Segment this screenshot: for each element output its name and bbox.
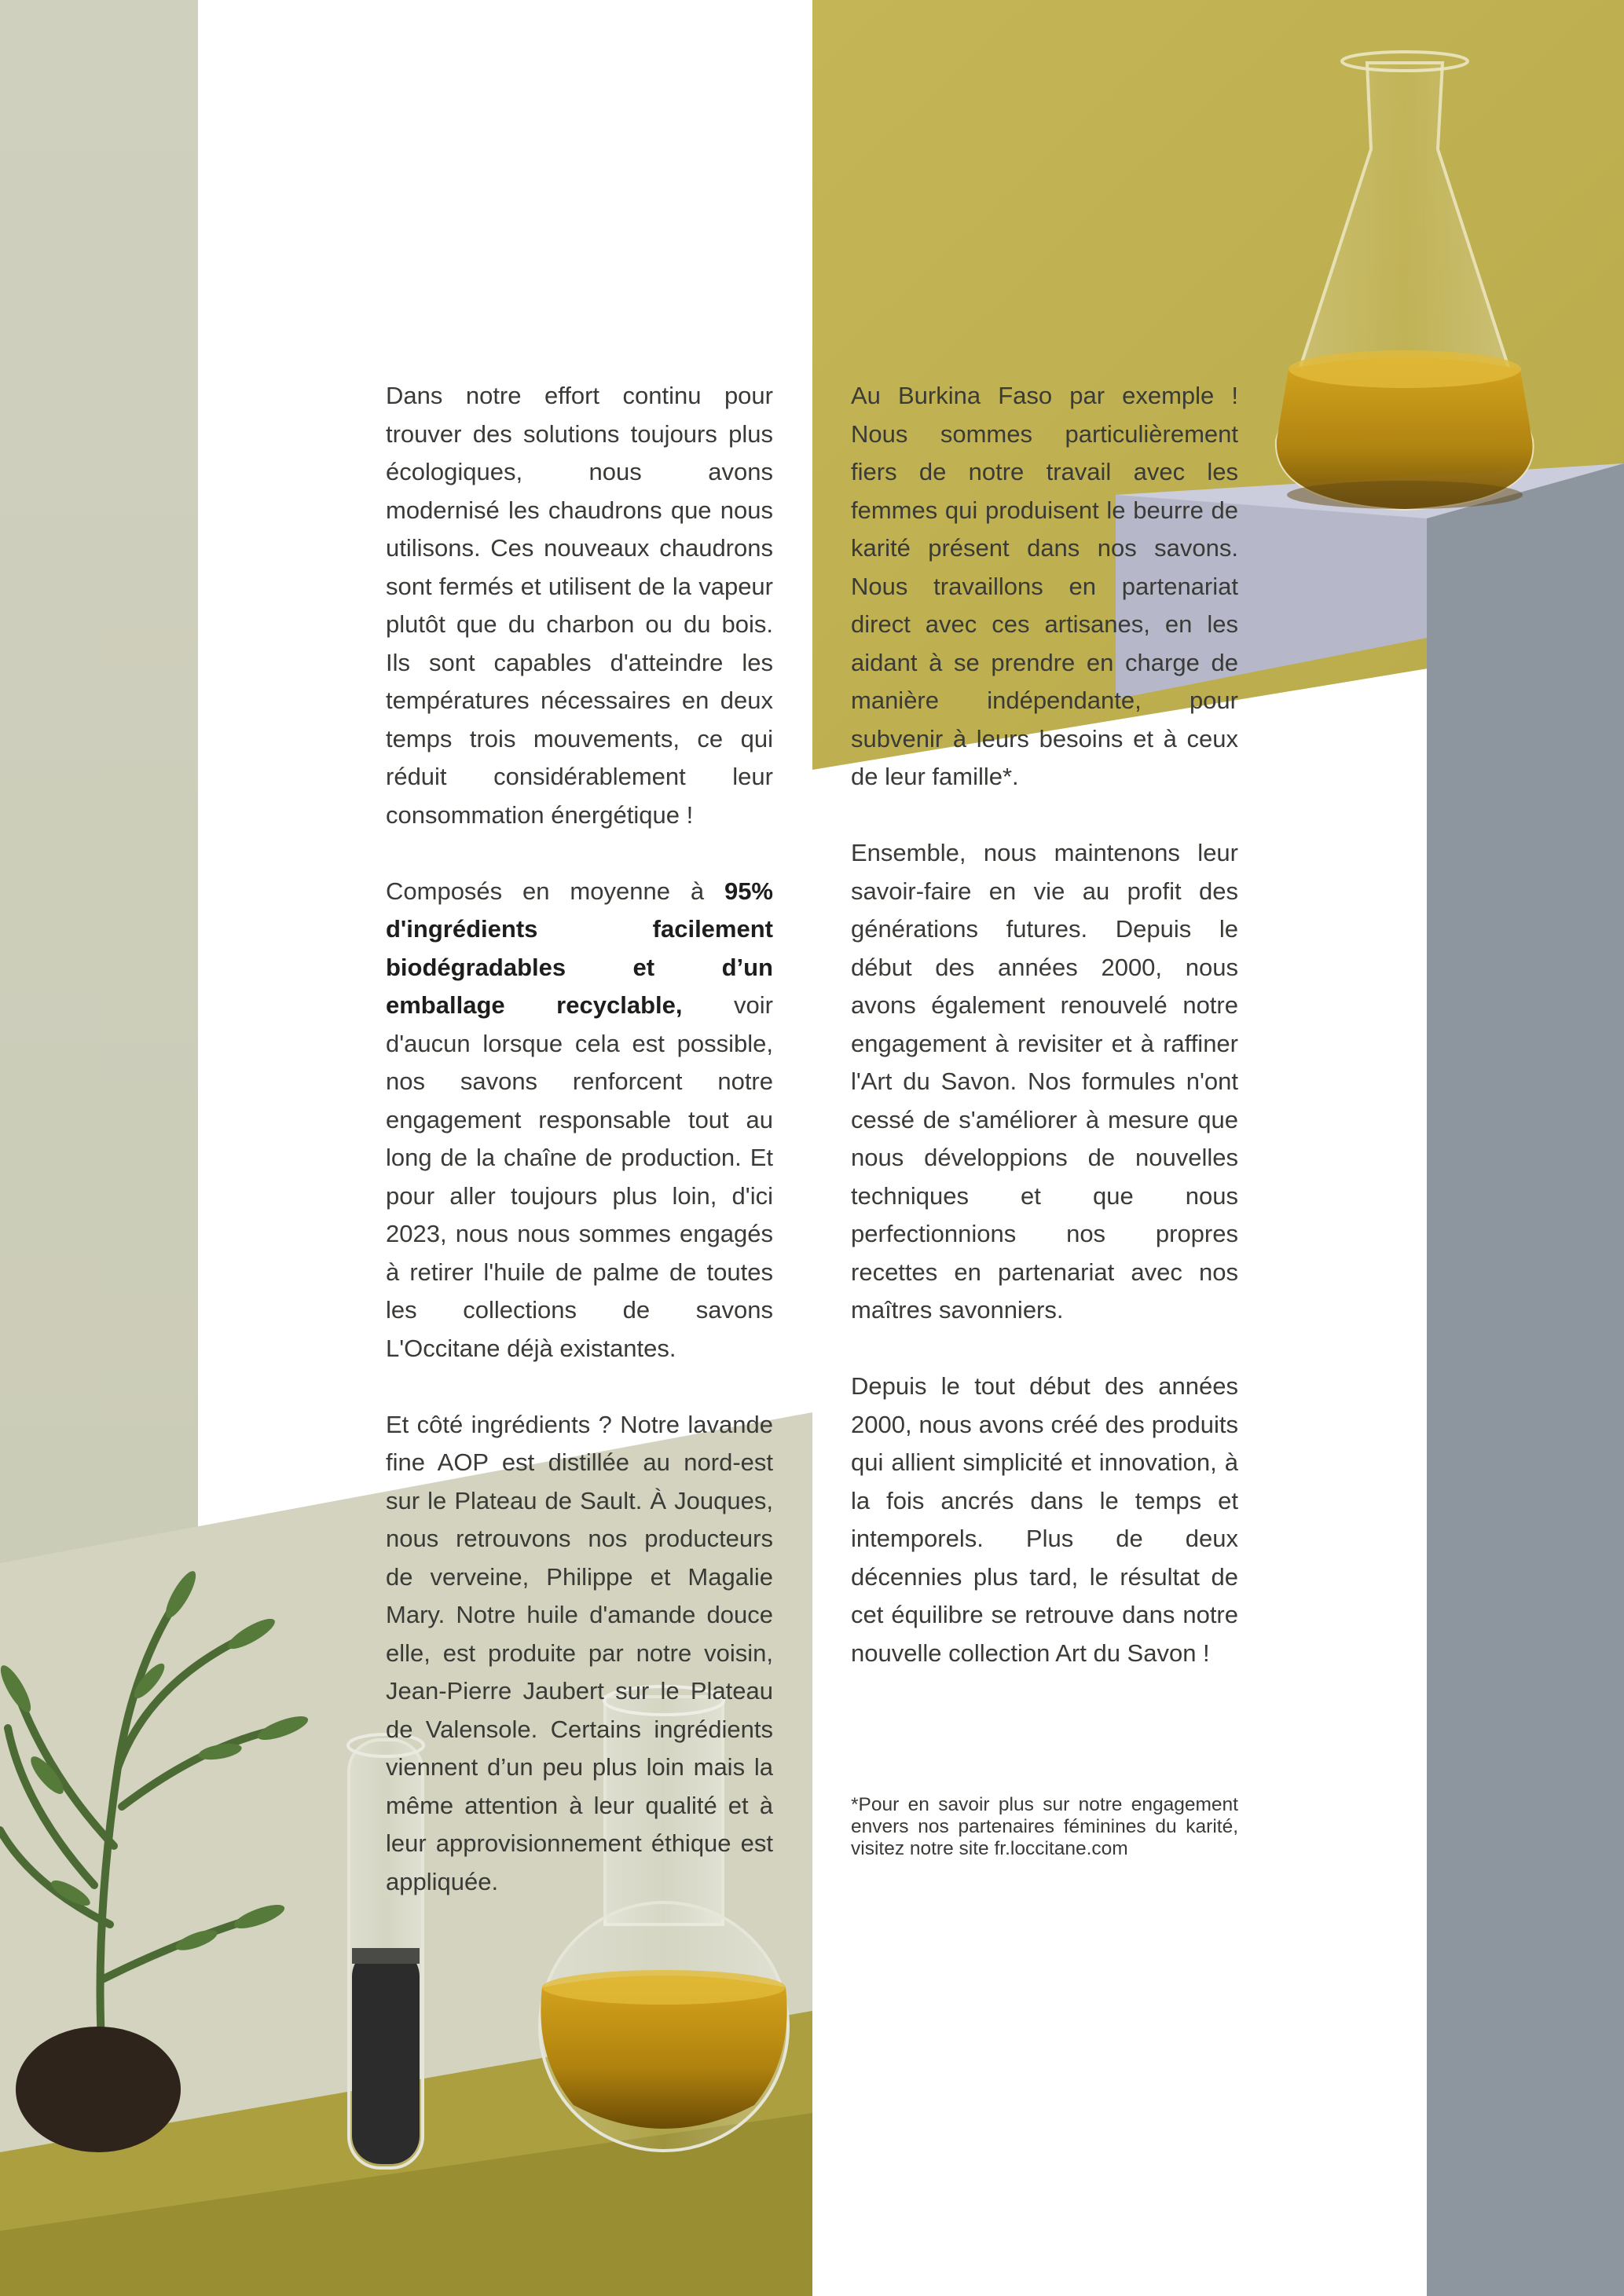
left-paragraph-2-start: Composés en moyenne à: [386, 877, 724, 905]
left-paragraph-2-bold: 95% d'ingrédients facilement biodégradables et d’un emballage recyclable,: [386, 877, 773, 1019]
plant-soil: [16, 2027, 181, 2152]
right-paragraph-1: Au Burkina Faso par exemple ! Nous sommes particulièrement fiers de notre travail avec les femmes qui produisent le beurre de karité présent dans nos savons. Nous travaillons en partenariat direct avec ces artisanes, en les aidant à se prendre en charge de manière indépendante, pour subvenir à leurs besoins et à ceux de leur famille*.: [851, 382, 1238, 790]
left-paragraph-2-end: voir d'aucun lorsque cela est possible, nos savons renforcent notre engagement responsable tout au long de la chaîne de production. Et pour aller toujours plus loin, d'ici 2023, nous nous sommes engagés à retirer l'huile de palme de toutes les collections de savons L'Occitane déjà existantes.: [386, 991, 773, 1362]
left-text-column: [386, 377, 773, 1939]
right-paragraph-3: Depuis le tout début des années 2000, nous avons créé des produits qui allient simplicité et innovation, à la fois ancrés dans le temps et intemporels. Plus de deux décennies plus tard, le résultat de cet équilibre se retrouve dans notre nouvelle collection Art du Savon !: [851, 1372, 1238, 1667]
right-paragraph-2: Ensemble, nous maintenons leur savoir-faire en vie au profit des générations futures. Depuis le début des années 2000, nous avons également renouvelé notre engagement à revisiter et à raffiner l'Art du Savon. Nos formules n'ont cessé de s'améliorer à mesure que nous développions de nouvelles techniques et que nous perfectionnions nos propres recettes en partenariat avec nos maîtres savonniers.: [851, 839, 1238, 1324]
right-text-column: [851, 377, 1238, 1711]
pedestal-side: [1427, 463, 1624, 2296]
left-paragraph-3: Et côté ingrédients ? Notre lavande fine AOP est distillée au nord-est sur le Plateau de Sault. À Jouques, nous retrouvons nos producteurs de verveine, Philippe et Magalie Mary. Notre huile d'amande douce elle, est produite par notre voisin, Jean-Pierre Jaubert sur le Plateau de Valensole. Certains ingrédients viennent d’un peu plus loin mais la même attention à leur qualité et à leur approvisionnement éthique est appliquée.: [386, 1410, 773, 1895]
left-paragraph-2: [386, 873, 773, 1368]
footnote: *Pour en savoir plus sur notre engagement envers nos partenaires féminines du karité, visitez notre site fr.loccitane.com: [851, 1794, 1238, 1859]
left-paragraph-1: Dans notre effort continu pour trouver des solutions toujours plus écologiques, nous avons modernisé les chaudrons que nous utilisons. Ces nouveaux chaudrons sont fermés et utilisent de la vapeur plutôt que du charbon ou du bois. Ils sont capables d'atteindre les températures nécessaires en deux temps trois mouvements, ce qui réduit considérablement leur consommation énergétique !: [386, 382, 773, 829]
